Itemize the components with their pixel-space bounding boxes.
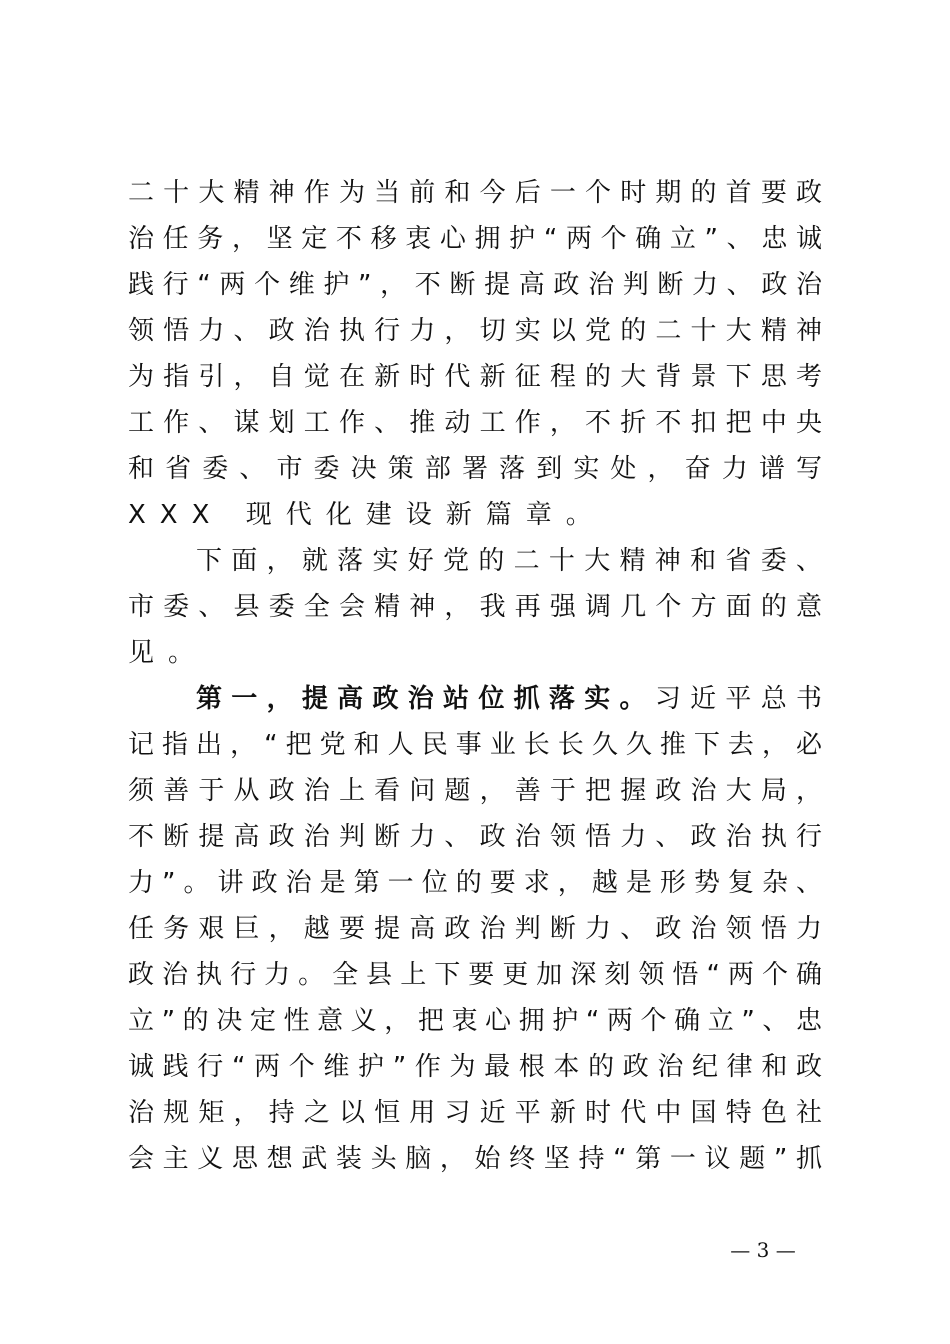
- paragraph-3-line-1-rest: 习近平总书: [654, 684, 826, 714]
- paragraph-1-line-2: 治任务，坚定不移衷心拥护“两个确立”、忠诚: [128, 224, 826, 254]
- paragraph-3-line-7: 政治执行力。全县上下要更加深刻领悟“两个确: [128, 960, 826, 990]
- paragraph-3-line-3: 须善于从政治上看问题，善于把握政治大局，: [128, 776, 826, 806]
- paragraph-3-line-10: 治规矩，持之以恒用习近平新时代中国特色社: [128, 1098, 826, 1128]
- paragraph-3-line-1: [196, 676, 826, 722]
- paragraph-2-line-3: 见。: [128, 638, 209, 668]
- paragraph-3-line-9: 诚践行“两个维护”作为最根本的政治纪律和政: [128, 1052, 826, 1082]
- paragraph-1-line-6: 工作、谋划工作、推动工作，不折不扣把中央: [128, 408, 826, 438]
- paragraph-2-line-2: 市委、县委全会精神，我再强调几个方面的意: [128, 592, 826, 622]
- section-heading: 第一，提高政治站位抓落实。: [196, 684, 655, 714]
- paragraph-3-line-11: 会主义思想武装头脑，始终坚持“第一议题”抓: [128, 1144, 826, 1174]
- paragraph-1-line-7: 和省委、市委决策部署落到实处，奋力谱写: [128, 454, 826, 484]
- paragraph-3-line-4: 不断提高政治判断力、政治领悟力、政治执行: [128, 822, 826, 852]
- paragraph-1-line-8: XXX 现代化建设新篇章。: [128, 500, 606, 530]
- paragraph-3-line-6: 任务艰巨，越要提高政治判断力、政治领悟力: [128, 914, 826, 944]
- page-number: — 3 —: [730, 1238, 796, 1262]
- paragraph-2-line-1: 下面，就落实好党的二十大精神和省委、: [196, 546, 826, 576]
- paragraph-1-line-3: 践行“两个维护”，不断提高政治判断力、政治: [128, 270, 826, 300]
- paragraph-3-line-8: 立”的决定性意义，把衷心拥护“两个确立”、忠: [128, 1006, 826, 1036]
- paragraph-1-line-5: 为指引，自觉在新时代新征程的大背景下思考: [128, 362, 826, 392]
- paragraph-3-line-2: 记指出，“把党和人民事业长长久久推下去，必: [128, 730, 826, 760]
- paragraph-3-line-5: 力”。讲政治是第一位的要求，越是形势复杂、: [128, 868, 826, 898]
- paragraph-1-line-1: 二十大精神作为当前和今后一个时期的首要政: [128, 178, 826, 208]
- paragraph-1-line-4: 领悟力、政治执行力，切实以党的二十大精神: [128, 316, 826, 346]
